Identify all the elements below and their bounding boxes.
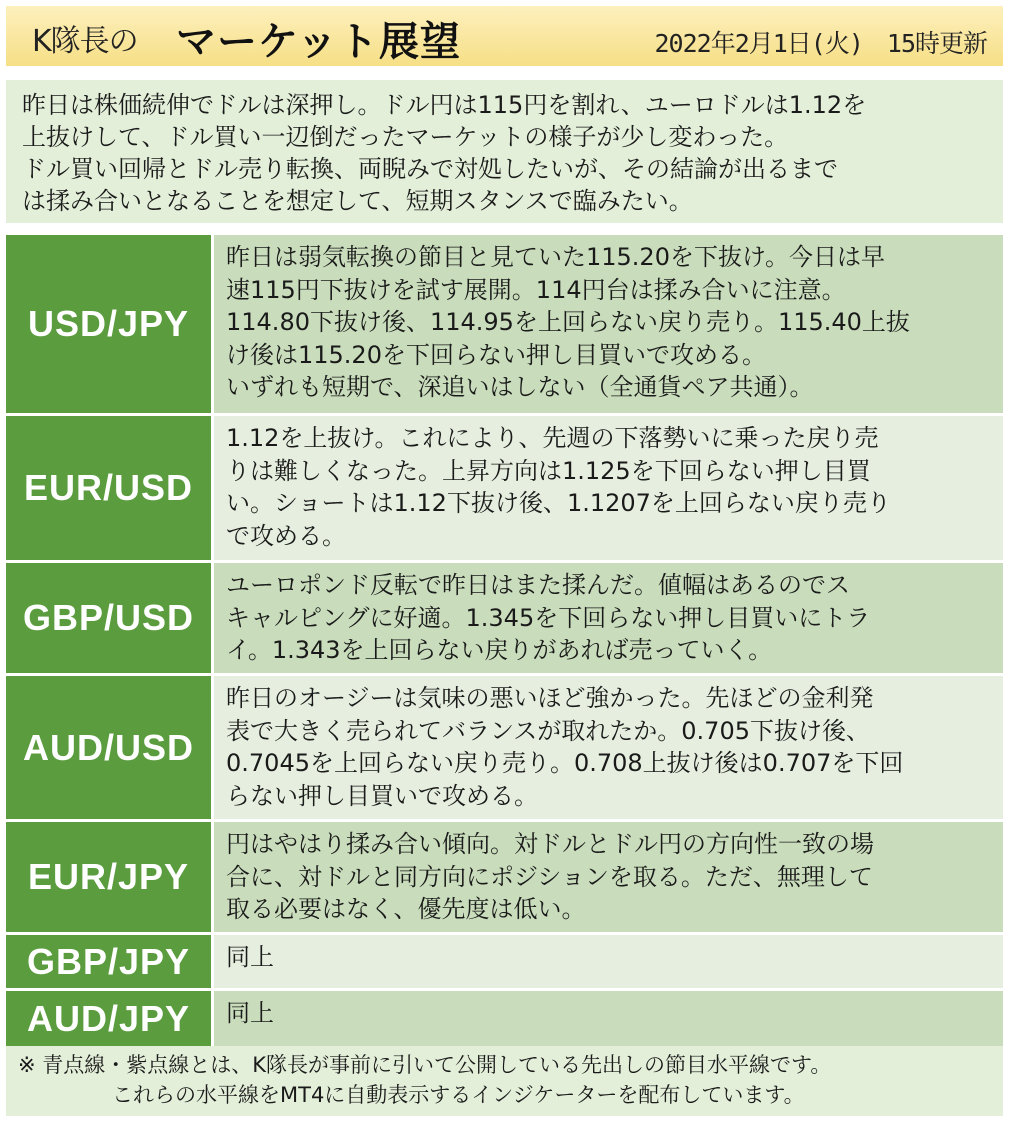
pair-label-usd-jpy: USD/JPY xyxy=(6,235,214,413)
pair-label-eur-jpy: EUR/JPY xyxy=(6,822,214,932)
comment-line: 円はやはり揉み合い傾向。対ドルとドル円の方向性一致の場 xyxy=(226,830,874,858)
footnote-line-2: これらの水平線をMT4に自動表示するインジケーターを配布しています。 xyxy=(112,1083,805,1107)
comment-line: 昨日は弱気転換の節目と見ていた115.20を下抜け。今日は早 xyxy=(226,243,886,271)
comment-line: 0.7045を上回らない戻り売り。0.708上抜け後は0.707を下回 xyxy=(226,749,904,777)
comment-line: 合に、対ドルと同方向にポジションを取る。ただ、無理して xyxy=(226,862,873,891)
intro-line: ドル買い回帰とドル売り転換、両睨みで対処したいが、その結論が出るまで xyxy=(22,155,838,183)
comment-line: で攻める。 xyxy=(226,521,346,550)
footnote xyxy=(6,1046,1003,1116)
comment-usd-jpy xyxy=(214,235,1003,413)
comment-line: 表で大きく売られてバランスが取れたか。0.705下抜け後、 xyxy=(226,716,870,745)
comment-line: らない押し目買いで攻める。 xyxy=(226,781,538,810)
row-aud-jpy xyxy=(6,991,1003,1047)
intro-line: 昨日は株価続伸でドルは深押し。ドル円は115円を割れ、ユーロドルは1.12を xyxy=(22,91,867,119)
row-gbp-jpy xyxy=(6,935,1003,991)
comment-line: 速115円下抜けを試す展開。114円台は揉み合いに注意。 xyxy=(226,275,846,304)
comment-line: ユーロポンド反転で昨日はまた揉んだ。値幅はあるのでス xyxy=(226,571,850,599)
row-gbp-usd xyxy=(6,563,1003,676)
intro-line: 上抜けして、ドル買い一辺倒だったマーケットの様子が少し変わった。 xyxy=(22,123,789,151)
row-aud-usd xyxy=(6,676,1003,822)
comment-line: け後は115.20を下回らない押し目買いで攻める。 xyxy=(226,340,766,369)
comment-line: い。ショートは1.12下抜け後、1.1207を上回らない戻り売り xyxy=(226,489,891,517)
update-date: 2022年2月1日(火) 15時更新 xyxy=(654,29,987,58)
comment-aud-usd xyxy=(214,676,1003,819)
pair-label-eur-usd: EUR/USD xyxy=(6,416,214,560)
comment-line: 114.80下抜け後、114.95を上回らない戻り売り。115.40上抜 xyxy=(226,308,910,336)
row-eur-usd xyxy=(6,416,1003,563)
brand-label: K隊長の xyxy=(32,24,138,59)
footnote-line-1: ※ 青点線・紫点線とは、K隊長が事前に引いて公開している先出しの節目水平線です。 xyxy=(18,1053,832,1077)
comment-line: いずれも短期で、深追いはしない（全通貨ペア共通）。 xyxy=(226,373,814,401)
comment-line: イ。1.343を上回らない戻りがあれば売っていく。 xyxy=(226,636,773,664)
comment-line: 同上 xyxy=(226,943,274,971)
pair-label-gbp-jpy: GBP/JPY xyxy=(6,935,214,988)
currency-outlook-table xyxy=(6,235,1003,1047)
row-usd-jpy xyxy=(6,235,1003,416)
comment-line: りは難しくなった。上昇方向は1.125を下回らない押し目買 xyxy=(226,456,871,485)
pair-label-aud-usd: AUD/USD xyxy=(6,676,214,819)
intro-line: は揉み合いとなることを想定して、短期スタンスで臨みたい。 xyxy=(22,187,693,215)
pair-label-gbp-usd: GBP/USD xyxy=(6,563,214,673)
comment-line: 1.12を上抜け。これにより、先週の下落勢いに乗った戻り売 xyxy=(226,424,879,452)
comment-line: 同上 xyxy=(226,999,274,1027)
comment-gbp-jpy xyxy=(214,935,1003,988)
comment-eur-usd xyxy=(214,416,1003,560)
comment-eur-jpy xyxy=(214,822,1003,932)
pair-label-aud-jpy: AUD/JPY xyxy=(6,991,214,1047)
comment-line: 取る必要はなく、優先度は低い。 xyxy=(226,895,586,923)
comment-line: 昨日のオージーは気味の悪いほど強かった。先ほどの金利発 xyxy=(226,684,874,712)
header-bar xyxy=(6,6,1003,66)
comment-aud-jpy xyxy=(214,991,1003,1047)
page-title: マーケット展望 xyxy=(176,18,461,65)
intro-summary xyxy=(6,80,1003,223)
comment-gbp-usd xyxy=(214,563,1003,673)
comment-line: キャルピングに好適。1.345を下回らない押し目買いにトラ xyxy=(226,603,871,632)
row-eur-jpy xyxy=(6,822,1003,935)
